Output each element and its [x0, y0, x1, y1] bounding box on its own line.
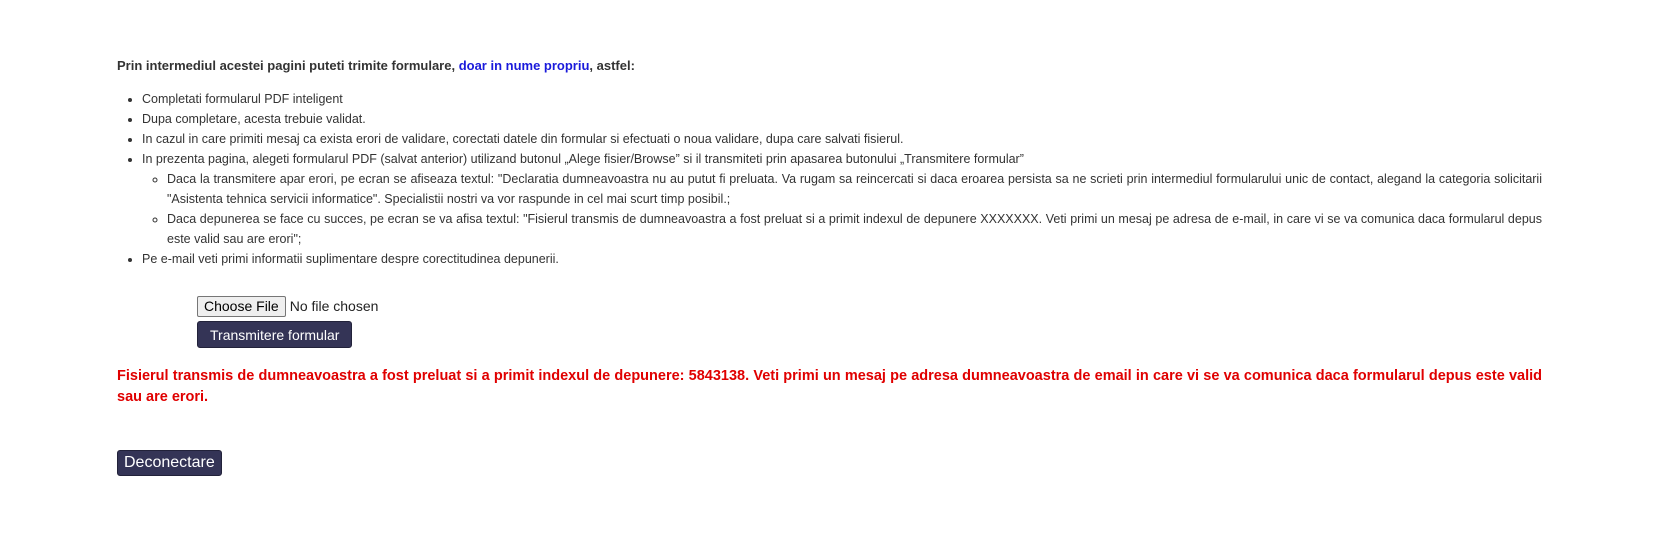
- instructions-list: [117, 89, 1542, 269]
- sub-instruction-item: ◦ Daca depunerea se face cu succes, pe ecran se va afisa textul: "Fisierul transmis de dumneavoastra a fost preluat si a primit indexul de depunere XXXXXXX. Veti primi un mesaj pe adresa de e-mail, in care vi se va comunica daca formularul depus este valid sau are erori";: [167, 209, 1542, 249]
- instruction-item: • In cazul in care primiti mesaj ca exista erori de validare, corectati datele din formular si efectuati o noua validare, dupa care salvati fisierul.: [142, 129, 1542, 149]
- file-status: No file chosen: [289, 298, 379, 314]
- upload-form: [197, 295, 1542, 348]
- instruction-item-with-sublist: [142, 149, 1542, 249]
- logout-button[interactable]: Deconectare: [117, 450, 222, 476]
- own-name-link[interactable]: doar in nume propriu: [458, 58, 590, 73]
- intro-suffix: , astfel:: [589, 58, 635, 73]
- instruction-item: • Pe e-mail veti primi informatii suplimentare despre corectitudinea depunerii.: [142, 249, 1542, 269]
- sub-instruction-item: ◦ Daca la transmitere apar erori, pe ecran se afiseaza textul: "Declaratia dumneavoastra nu au putut fi preluata. Va rugam sa reincercati si daca eroarea persista sa ne scrieti prin intermediul formularului unic de contact, alegand la categoria solicitarii "Asistenta tehnica servicii informatice". Specialistii nostri va vor raspunde in cel mai scurt timp posibil.;: [167, 169, 1542, 209]
- instruction-item-text: In prezenta pagina, alegeti formularul PDF (salvat anterior) utilizand butonul „Alege fisier/Browse” si il transmiteti prin apasarea butonului „Transmitere formular”: [142, 152, 1024, 166]
- instruction-item: • Dupa completare, acesta trebuie validat.: [142, 109, 1542, 129]
- submit-form-button[interactable]: Transmitere formular: [197, 321, 352, 348]
- intro-prefix: Prin intermediul acestei pagini puteti trimite formulare,: [117, 58, 459, 73]
- file-input[interactable]: [197, 295, 1542, 317]
- main-content: [117, 57, 1542, 476]
- instruction-item: • Completati formularul PDF inteligent: [142, 89, 1542, 109]
- result-message: Fisierul transmis de dumneavoastra a fost preluat si a primit indexul de depunere: 5843138. Veti primi un mesaj pe adresa dumneavoastra de email in care vi se va comunica daca formularul depus este valid sau are erori.: [117, 368, 1542, 405]
- choose-file-button[interactable]: Choose File: [197, 296, 286, 317]
- sub-instructions-list: [142, 169, 1542, 249]
- intro-text: [117, 57, 1542, 75]
